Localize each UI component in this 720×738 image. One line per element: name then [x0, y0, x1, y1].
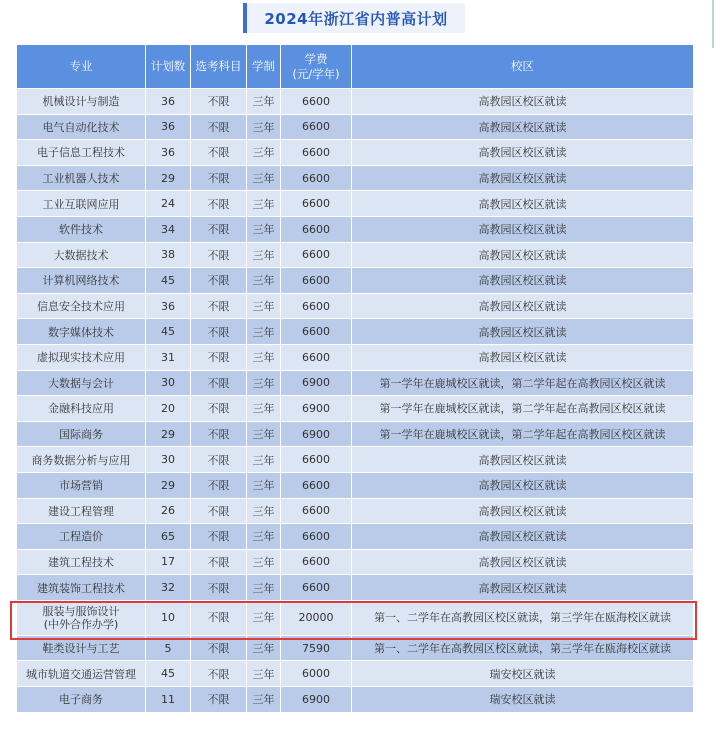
- header-fee-line2: (元/学年): [292, 66, 340, 81]
- cell-major: 虚拟现实技术应用: [17, 344, 146, 370]
- cell-major-line1: 服装与服饰设计: [42, 604, 120, 618]
- cell-major: 市场营销: [17, 472, 146, 498]
- cell-duration: 三年: [247, 447, 281, 473]
- cell-fee: 6600: [281, 524, 352, 550]
- cell-duration: 三年: [247, 140, 281, 166]
- cell-fee: 6900: [281, 370, 352, 396]
- cell-plan: 24: [146, 191, 191, 217]
- cell-campus: 第一、二学年在高教园区校区就读，第三学年在瓯海校区就读: [352, 635, 694, 661]
- cell-campus: 高教园区校区就读: [352, 447, 694, 473]
- table-row: [17, 549, 694, 575]
- table-body: [17, 89, 694, 713]
- cell-plan: 17: [146, 549, 191, 575]
- cell-fee: 6600: [281, 498, 352, 524]
- cell-duration: 三年: [247, 661, 281, 687]
- cell-major: 电子信息工程技术: [17, 140, 146, 166]
- cell-subject: 不限: [191, 140, 247, 166]
- table-row: [17, 575, 694, 601]
- cell-fee: 6900: [281, 396, 352, 422]
- table-row: [17, 293, 694, 319]
- cell-fee: 20000: [281, 600, 352, 635]
- cell-campus: 第一学年在鹿城校区就读，第二学年起在高教园区校区就读: [352, 421, 694, 447]
- cell-duration: 三年: [247, 524, 281, 550]
- cell-fee: 6900: [281, 421, 352, 447]
- cell-duration: 三年: [247, 165, 281, 191]
- cell-duration: 三年: [247, 319, 281, 345]
- table-row: [17, 396, 694, 422]
- table-row: [17, 216, 694, 242]
- cell-subject: 不限: [191, 524, 247, 550]
- page-title: [243, 3, 465, 33]
- cell-plan: 5: [146, 635, 191, 661]
- table-row: [17, 140, 694, 166]
- cell-plan: 36: [146, 140, 191, 166]
- header-fee-line1: 学费: [304, 51, 328, 66]
- cell-plan: 65: [146, 524, 191, 550]
- cell-fee: 6600: [281, 191, 352, 217]
- cell-subject: 不限: [191, 661, 247, 687]
- cell-campus: 高教园区校区就读: [352, 268, 694, 294]
- cell-plan: 36: [146, 293, 191, 319]
- cell-subject: 不限: [191, 687, 247, 713]
- cell-campus: 高教园区校区就读: [352, 242, 694, 268]
- header-major: 专业: [17, 45, 146, 89]
- cell-plan: 45: [146, 319, 191, 345]
- header-duration: 学制: [247, 45, 281, 89]
- table-row: [17, 635, 694, 661]
- table-row: [17, 498, 694, 524]
- cell-fee: 6600: [281, 293, 352, 319]
- cell-duration: 三年: [247, 89, 281, 115]
- cell-campus: 第一学年在鹿城校区就读，第二学年起在高教园区校区就读: [352, 370, 694, 396]
- cell-major: 工业机器人技术: [17, 165, 146, 191]
- cell-fee: 7590: [281, 635, 352, 661]
- cell-plan: 29: [146, 165, 191, 191]
- cell-subject: 不限: [191, 165, 247, 191]
- table-row: [17, 447, 694, 473]
- cell-duration: 三年: [247, 635, 281, 661]
- cell-campus: 高教园区校区就读: [352, 89, 694, 115]
- cell-major: 国际商务: [17, 421, 146, 447]
- cell-campus: 高教园区校区就读: [352, 472, 694, 498]
- cell-major: 数字媒体技术: [17, 319, 146, 345]
- cell-plan: 31: [146, 344, 191, 370]
- cell-campus: 高教园区校区就读: [352, 140, 694, 166]
- cell-campus: 高教园区校区就读: [352, 293, 694, 319]
- cell-duration: 三年: [247, 216, 281, 242]
- cell-plan: 20: [146, 396, 191, 422]
- cell-subject: 不限: [191, 421, 247, 447]
- cell-fee: 6600: [281, 165, 352, 191]
- table-row: [17, 687, 694, 713]
- cell-subject: 不限: [191, 89, 247, 115]
- cell-duration: 三年: [247, 472, 281, 498]
- header-subject: 选考科目: [191, 45, 247, 89]
- enrollment-plan-table: [16, 44, 694, 713]
- cell-campus: 第一学年在鹿城校区就读，第二学年起在高教园区校区就读: [352, 396, 694, 422]
- cell-duration: 三年: [247, 370, 281, 396]
- cell-major: 大数据与会计: [17, 370, 146, 396]
- cell-plan: 36: [146, 89, 191, 115]
- table-row: [17, 600, 694, 635]
- cell-plan: 30: [146, 447, 191, 473]
- cell-fee: 6600: [281, 268, 352, 294]
- table-row: [17, 268, 694, 294]
- cell-subject: 不限: [191, 472, 247, 498]
- cell-subject: 不限: [191, 268, 247, 294]
- cell-campus: 高教园区校区就读: [352, 498, 694, 524]
- table-row: [17, 319, 694, 345]
- cell-plan: 29: [146, 421, 191, 447]
- cell-major: 软件技术: [17, 216, 146, 242]
- table-row: [17, 89, 694, 115]
- table-row: [17, 661, 694, 687]
- header-fee: [281, 45, 352, 89]
- cell-major: 工程造价: [17, 524, 146, 550]
- cell-campus: 瑞安校区就读: [352, 661, 694, 687]
- cell-subject: 不限: [191, 549, 247, 575]
- cell-plan: 30: [146, 370, 191, 396]
- cell-duration: 三年: [247, 498, 281, 524]
- cell-subject: 不限: [191, 370, 247, 396]
- cell-major: [17, 600, 146, 635]
- cell-subject: 不限: [191, 396, 247, 422]
- cell-subject: 不限: [191, 447, 247, 473]
- table-row: [17, 421, 694, 447]
- cell-duration: 三年: [247, 600, 281, 635]
- cell-duration: 三年: [247, 242, 281, 268]
- table-row: [17, 370, 694, 396]
- table-row: [17, 242, 694, 268]
- cell-plan: 11: [146, 687, 191, 713]
- cell-fee: 6600: [281, 344, 352, 370]
- cell-campus: 高教园区校区就读: [352, 319, 694, 345]
- cell-duration: 三年: [247, 575, 281, 601]
- cell-subject: 不限: [191, 635, 247, 661]
- cell-major: 建筑工程技术: [17, 549, 146, 575]
- table-header-row: [17, 45, 694, 89]
- table-row: [17, 191, 694, 217]
- cell-major: 电子商务: [17, 687, 146, 713]
- cell-duration: 三年: [247, 549, 281, 575]
- cell-fee: 6600: [281, 89, 352, 115]
- cell-subject: 不限: [191, 498, 247, 524]
- cell-campus: 高教园区校区就读: [352, 524, 694, 550]
- cell-plan: 38: [146, 242, 191, 268]
- table-row: [17, 472, 694, 498]
- cell-major: 金融科技应用: [17, 396, 146, 422]
- cell-campus: 瑞安校区就读: [352, 687, 694, 713]
- cell-fee: 6600: [281, 114, 352, 140]
- cell-major: 工业互联网应用: [17, 191, 146, 217]
- cell-fee: 6600: [281, 549, 352, 575]
- scroll-edge: [712, 0, 714, 48]
- cell-duration: 三年: [247, 191, 281, 217]
- cell-campus: 高教园区校区就读: [352, 165, 694, 191]
- cell-major: 建设工程管理: [17, 498, 146, 524]
- cell-duration: 三年: [247, 293, 281, 319]
- cell-major-line2: (中外合作办学): [43, 617, 119, 631]
- cell-major: 商务数据分析与应用: [17, 447, 146, 473]
- cell-duration: 三年: [247, 268, 281, 294]
- cell-major: 大数据技术: [17, 242, 146, 268]
- cell-major: 建筑装饰工程技术: [17, 575, 146, 601]
- cell-fee: 6900: [281, 687, 352, 713]
- page-title-text: 2024年浙江省内普高计划: [264, 9, 448, 28]
- header-campus: 校区: [352, 45, 694, 89]
- cell-major: 城市轨道交通运营管理: [17, 661, 146, 687]
- cell-subject: 不限: [191, 319, 247, 345]
- table-row: [17, 114, 694, 140]
- cell-fee: 6600: [281, 472, 352, 498]
- cell-duration: 三年: [247, 687, 281, 713]
- header-plan: 计划数: [146, 45, 191, 89]
- table-row: [17, 524, 694, 550]
- cell-subject: 不限: [191, 293, 247, 319]
- cell-subject: 不限: [191, 114, 247, 140]
- cell-subject: 不限: [191, 191, 247, 217]
- cell-duration: 三年: [247, 421, 281, 447]
- cell-subject: 不限: [191, 242, 247, 268]
- cell-subject: 不限: [191, 600, 247, 635]
- cell-campus: 高教园区校区就读: [352, 114, 694, 140]
- cell-major: 信息安全技术应用: [17, 293, 146, 319]
- cell-plan: 29: [146, 472, 191, 498]
- table-row: [17, 344, 694, 370]
- cell-duration: 三年: [247, 344, 281, 370]
- cell-campus: 第一、二学年在高教园区校区就读，第三学年在瓯海校区就读: [352, 600, 694, 635]
- cell-fee: 6600: [281, 242, 352, 268]
- cell-campus: 高教园区校区就读: [352, 191, 694, 217]
- cell-plan: 45: [146, 661, 191, 687]
- cell-campus: 高教园区校区就读: [352, 344, 694, 370]
- cell-campus: 高教园区校区就读: [352, 216, 694, 242]
- cell-fee: 6600: [281, 447, 352, 473]
- cell-major: 鞋类设计与工艺: [17, 635, 146, 661]
- cell-campus: 高教园区校区就读: [352, 575, 694, 601]
- cell-campus: 高教园区校区就读: [352, 549, 694, 575]
- cell-major: 机械设计与制造: [17, 89, 146, 115]
- cell-major: 电气自动化技术: [17, 114, 146, 140]
- cell-subject: 不限: [191, 344, 247, 370]
- cell-subject: 不限: [191, 216, 247, 242]
- cell-subject: 不限: [191, 575, 247, 601]
- cell-fee: 6600: [281, 140, 352, 166]
- cell-plan: 34: [146, 216, 191, 242]
- cell-duration: 三年: [247, 114, 281, 140]
- cell-plan: 10: [146, 600, 191, 635]
- cell-plan: 32: [146, 575, 191, 601]
- cell-fee: 6600: [281, 575, 352, 601]
- cell-fee: 6600: [281, 216, 352, 242]
- cell-major: 计算机网络技术: [17, 268, 146, 294]
- cell-plan: 26: [146, 498, 191, 524]
- cell-duration: 三年: [247, 396, 281, 422]
- table-row: [17, 165, 694, 191]
- cell-plan: 36: [146, 114, 191, 140]
- cell-fee: 6600: [281, 319, 352, 345]
- cell-fee: 6000: [281, 661, 352, 687]
- cell-plan: 45: [146, 268, 191, 294]
